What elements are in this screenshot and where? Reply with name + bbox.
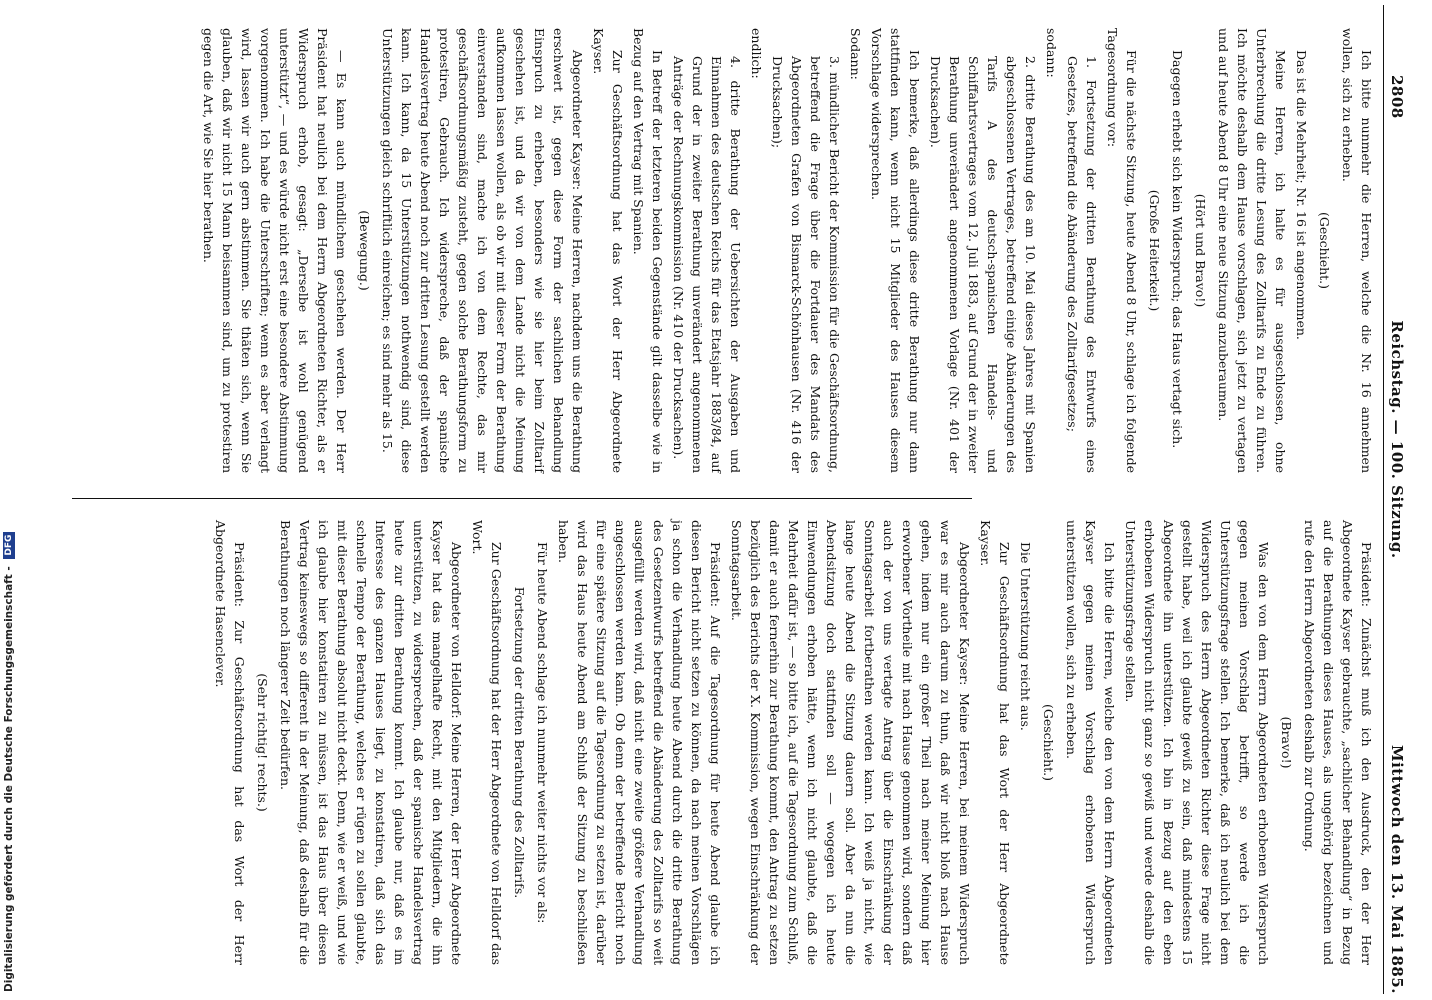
paragraph: Präsident: Zunächst muß ich den Ausdruck, den der Herr Abgeordnete Kayser gebrauchte, „sachlicher Behandlung“ in Bezug auf die Berathungen dieses Hauses, als ungehörig bezeichnen und rufe den Herrn Abgeordneten deshalb zur Ordnung. — [1302, 520, 1374, 965]
paragraph: Abgeordneter Kayser: Meine Herren, nachdem uns die Berathung erschwert ist, gegen diese Form der sachlichen Behandlung Einspruch zu erheben, besonders wie sie hier beim Zolltarif geschehen ist, und da wir von dem Lande nicht die Meinung aufkommen lassen wollen, als ob wir mit dieser Form der Berathung einverstanden sind, mache ich von dem Rechte, das mir geschäftsordnungsmäßig zusteht, gegen solche Berathungsform zu protestiren, Gebrauch. Ich widerspreche, daß der spanische Handelsvertrag heute Abend noch zur dritten Lesung gestellt werden kann. Ich kann, da 15 Unterstützungen nothwendig sind, diese Unterstützungen gleich schriftlich einreichen; es sind mehr als 15. — [380, 28, 585, 473]
paragraph: Ich bitte die Herren, welche den von dem Herrn Abgeordneten Kayser gegen meinen Vorschlag erhobenen Widerspruch unterstützen wollen, sich zu erheben. — [1064, 520, 1117, 965]
header-title: Reichstag. — 100. Sitzung. — [1388, 320, 1406, 559]
dfg-logo: DFG — [3, 532, 15, 559]
stage-direction: Fortsetzung der dritten Berathung des Zolltarifs. — [512, 586, 527, 899]
paragraph: sodann: — [1044, 28, 1059, 78]
stage-direction: (Bewegung.) — [357, 210, 372, 291]
footer-credit — [0, 0, 18, 1000]
paragraph: endlich: — [749, 28, 764, 79]
stage-direction: (Hört und Bravo!) — [1193, 193, 1208, 308]
header-date: Mittwoch den 13. Mai 1885. — [1388, 744, 1406, 994]
paragraph: Zur Geschäftsordnung hat das Wort der Herr Abgeordnete Kayser. — [978, 520, 1012, 965]
paragraph: Was den von dem Herrn Abgeordneten erhobenen Widerspruch gegen meinen Vorschlag betrifft, so werde ich die Unterstützungsfrage stellen. Ich bemerke, daß ich neulich bei dem Widerspruch des Herrn Abgeordneten Richter diese Frage nicht gestellt habe, weil ich glaubte gewiß zu sein, daß mindestens 15 Abgeordnete ihn unterstützen. Ich bin in Bezug auf den eben erhobenen Widerspruch nicht ganz so gewiß und werde deshalb die Unterstützungsfrage stellen. — [1123, 520, 1271, 965]
stage-direction: (Bravo!) — [1279, 716, 1294, 769]
paragraph: Dagegen erhebt sich kein Widerspruch; das Haus vertagt sich. — [1170, 50, 1185, 449]
header-line — [1388, 5, 1406, 994]
paragraph: Ich bitte nunmehr die Herren, welche die Nr. 16 annehmen wollen, sich zu erheben. — [1340, 28, 1374, 473]
paragraph: Zur Geschäftsordnung hat der Herr Abgeordnete von Helldorf das Wort. — [470, 520, 504, 965]
header-rule — [1383, 5, 1384, 994]
stage-direction: (Sehr richtig! rechts.) — [255, 673, 270, 812]
stage-direction: (Geschieht.) — [1041, 703, 1056, 782]
agenda-item: 4. dritte Berathung der Uebersichten der Ausgaben und Einnahmen des deutschen Reichs für das Etatsjahr 1883/84, auf Grund der in zweiter Berathung unverändert angenommenen Anträge der Rechnungskommission (Nr. 410 der Drucksachen). — [671, 56, 743, 473]
paragraph: Sodann: — [848, 28, 863, 80]
footer-credit-text: Digitalisierung gefördert durch die Deutsche Forschungsgemeinschaft - — [3, 566, 15, 992]
right-text-column — [24, 520, 1376, 965]
agenda-item: 2. dritte Berathung des am 10. Mai dieses Jahres mit Spanien abgeschlossenen Vertrages, betreffend einige Abänderungen des Tarifs A des deutsch-spanischen Handels- und Schiffahrtsvertrages vom 12. Juli 1883, auf Grund der in zweiter Berathung unverändert angenommenen Vorlage (Nr. 401 der Drucksachen). — [928, 56, 1038, 473]
paragraph: Das ist die Mehrheit; Nr. 16 ist angenommen. — [1294, 50, 1309, 340]
paragraph: In Betreff der letzteren beiden Gegenstände gilt dasselbe wie in Bezug auf den Vertrag mit Spanien. — [631, 28, 665, 473]
paragraph: Die Unterstützung reicht aus. — [1018, 542, 1033, 731]
digitization-footer — [0, 0, 18, 1000]
paragraph: Ich bemerke, daß allerdings diese dritte Berathung nur dann stattfinden kann, wenn nicht 15 Mitglieder des Hauses diesem Vorschlage widersprechen. — [869, 28, 922, 473]
paragraph: Abgeordneter von Helldorf: Meine Herren, der Herr Abgeordnete Kayser hat das mangelhafte Recht, mit den Mitgliedern, die ihn unterstützen, zu widersprechen, daß der spanische Handelsvertrag heute zur dritten Berathung kommt. Ich glaube nur, daß es im Interesse des ganzen Hauses liegt, zu konstatiren, daß sich das schnelle Tempo der Berathung, welches er rügen zu sollen glaubte, mit dieser Berathung absolut nicht deckt. Denn, wie er weiß, und wie ich glaube hier konstatiren zu müssen, ist das Haus über diesen Vertrag keineswegs so different in der Meinung, daß deshalb für die Berathungen noch längerer Zeit bedürfen. — [278, 520, 464, 965]
paragraph: Präsident: Zur Geschäftsordnung hat das Wort der Herr Abgeordnete Hasenclever. — [213, 520, 247, 965]
paragraph: — Es kann auch mündlichem geschehen werden. Der Herr Präsident hat neulich bei dem Herrn Abgeordneten Richter, als er Widerspruch erhob, gesagt: „Derselbe ist wohl genügend unterstützt“, — und es würde nicht erst eine besondere Abstimmung vorgenommen. Ich habe die Unterschriften; wenn es aber verlangt wird, lassen wir auch gern abstimmen. Sie thäten sich, wenn Sie glauben, daß wir nicht 15 Mann beisammen sind, um zu protestiren gegen die Art, wie Sie hier berathen. — [201, 28, 349, 473]
agenda-item: 3. mündlicher Bericht der Kommission für die Geschäftsordnung, betreffend die Frage über die Fortdauer des Mandats des Abgeordneten Grafen von Bismarck-Schönhausen (Nr. 416 der Drucksachen); — [770, 56, 842, 473]
paragraph: Für die nächste Sitzung, heute Abend 8 Uhr, schlage ich folgende Tagesordnung vor: — [1105, 28, 1139, 473]
paragraph: Abgeordneter Kayser: Meine Herren, bei meinem Widerspruch war es mir auch darum zu thun, daß wir nicht bloß nach Hause gehen, indem nur ein großer Theil nach meiner Meinung hier erworbener Vortheile mit nach Hause genommen wird, sondern daß auch der von uns vertagte Antrag über die Einschränkung der Sonntagsarbeit fortberathen werden kann. Ich weiß ja nicht, wie lange heute Abend die Sitzung dauern soll. Aber da nun die Abendsitzung doch stattfinden soll — wogegen ich heute Einwendungen erhoben hätte, wenn ich nicht glaubte, daß die Mehrheit dafür ist, — so bitte ich, auf die Tagesordnung zum Schluß, damit er auch fernerhin zur Berathung kommt, den Antrag zu setzen bezüglich des Berichts der X. Kommission, wegen Einschränkung der Sonntagsarbeit. — [729, 520, 972, 965]
agenda-item: 1. Fortsetzung der dritten Berathung des Entwurfs eines Gesetzes, betreffend die Abänderung des Zolltarifgesetzes; — [1065, 56, 1099, 473]
paragraph: Meine Herren, ich halte es für ausgeschlossen, ohne Unterbrechung die dritte Lesung des Zolltarifs zu Ende zu führen. Ich möchte deshalb dem Hause vorschlagen, sich jetzt zu vertagen und auf heute Abend 8 Uhr eine neue Sitzung anzuberaumen. — [1216, 28, 1288, 473]
paragraph: Zur Geschäftsordnung hat das Wort der Herr Abgeordnete Kayser. — [591, 28, 625, 473]
paragraph: Präsident: Auf die Tagesordnung für heute Abend glaube ich diesen Bericht nicht setzen zu können, da nach meinen Vorschlägen ja schon die Verhandlung heute Abend durch die dritte Berathung des Gesetzentwurfs betreffend die Abänderung des Zolltarifs so weit ausgefüllt werden wird, daß nicht eine zweite größere Verhandlung angeschlossen werden kann. Ob denn der betreffende Bericht noch für eine spätere Sitzung auf die Tagesordnung zu setzen ist, darüber wird das Haus heute Abend am Schluß der Sitzung zu beschließen haben. — [556, 520, 723, 965]
left-text-column — [24, 28, 1376, 473]
column-divider — [72, 498, 972, 499]
stage-direction: (Geschieht.) — [1317, 211, 1332, 290]
page-number: 2808 — [1388, 75, 1406, 119]
stage-direction: (Große Heiterkeit.) — [1147, 189, 1162, 312]
paragraph: Für heute Abend schlage ich nunmehr weiter nichts vor als: — [535, 542, 550, 924]
